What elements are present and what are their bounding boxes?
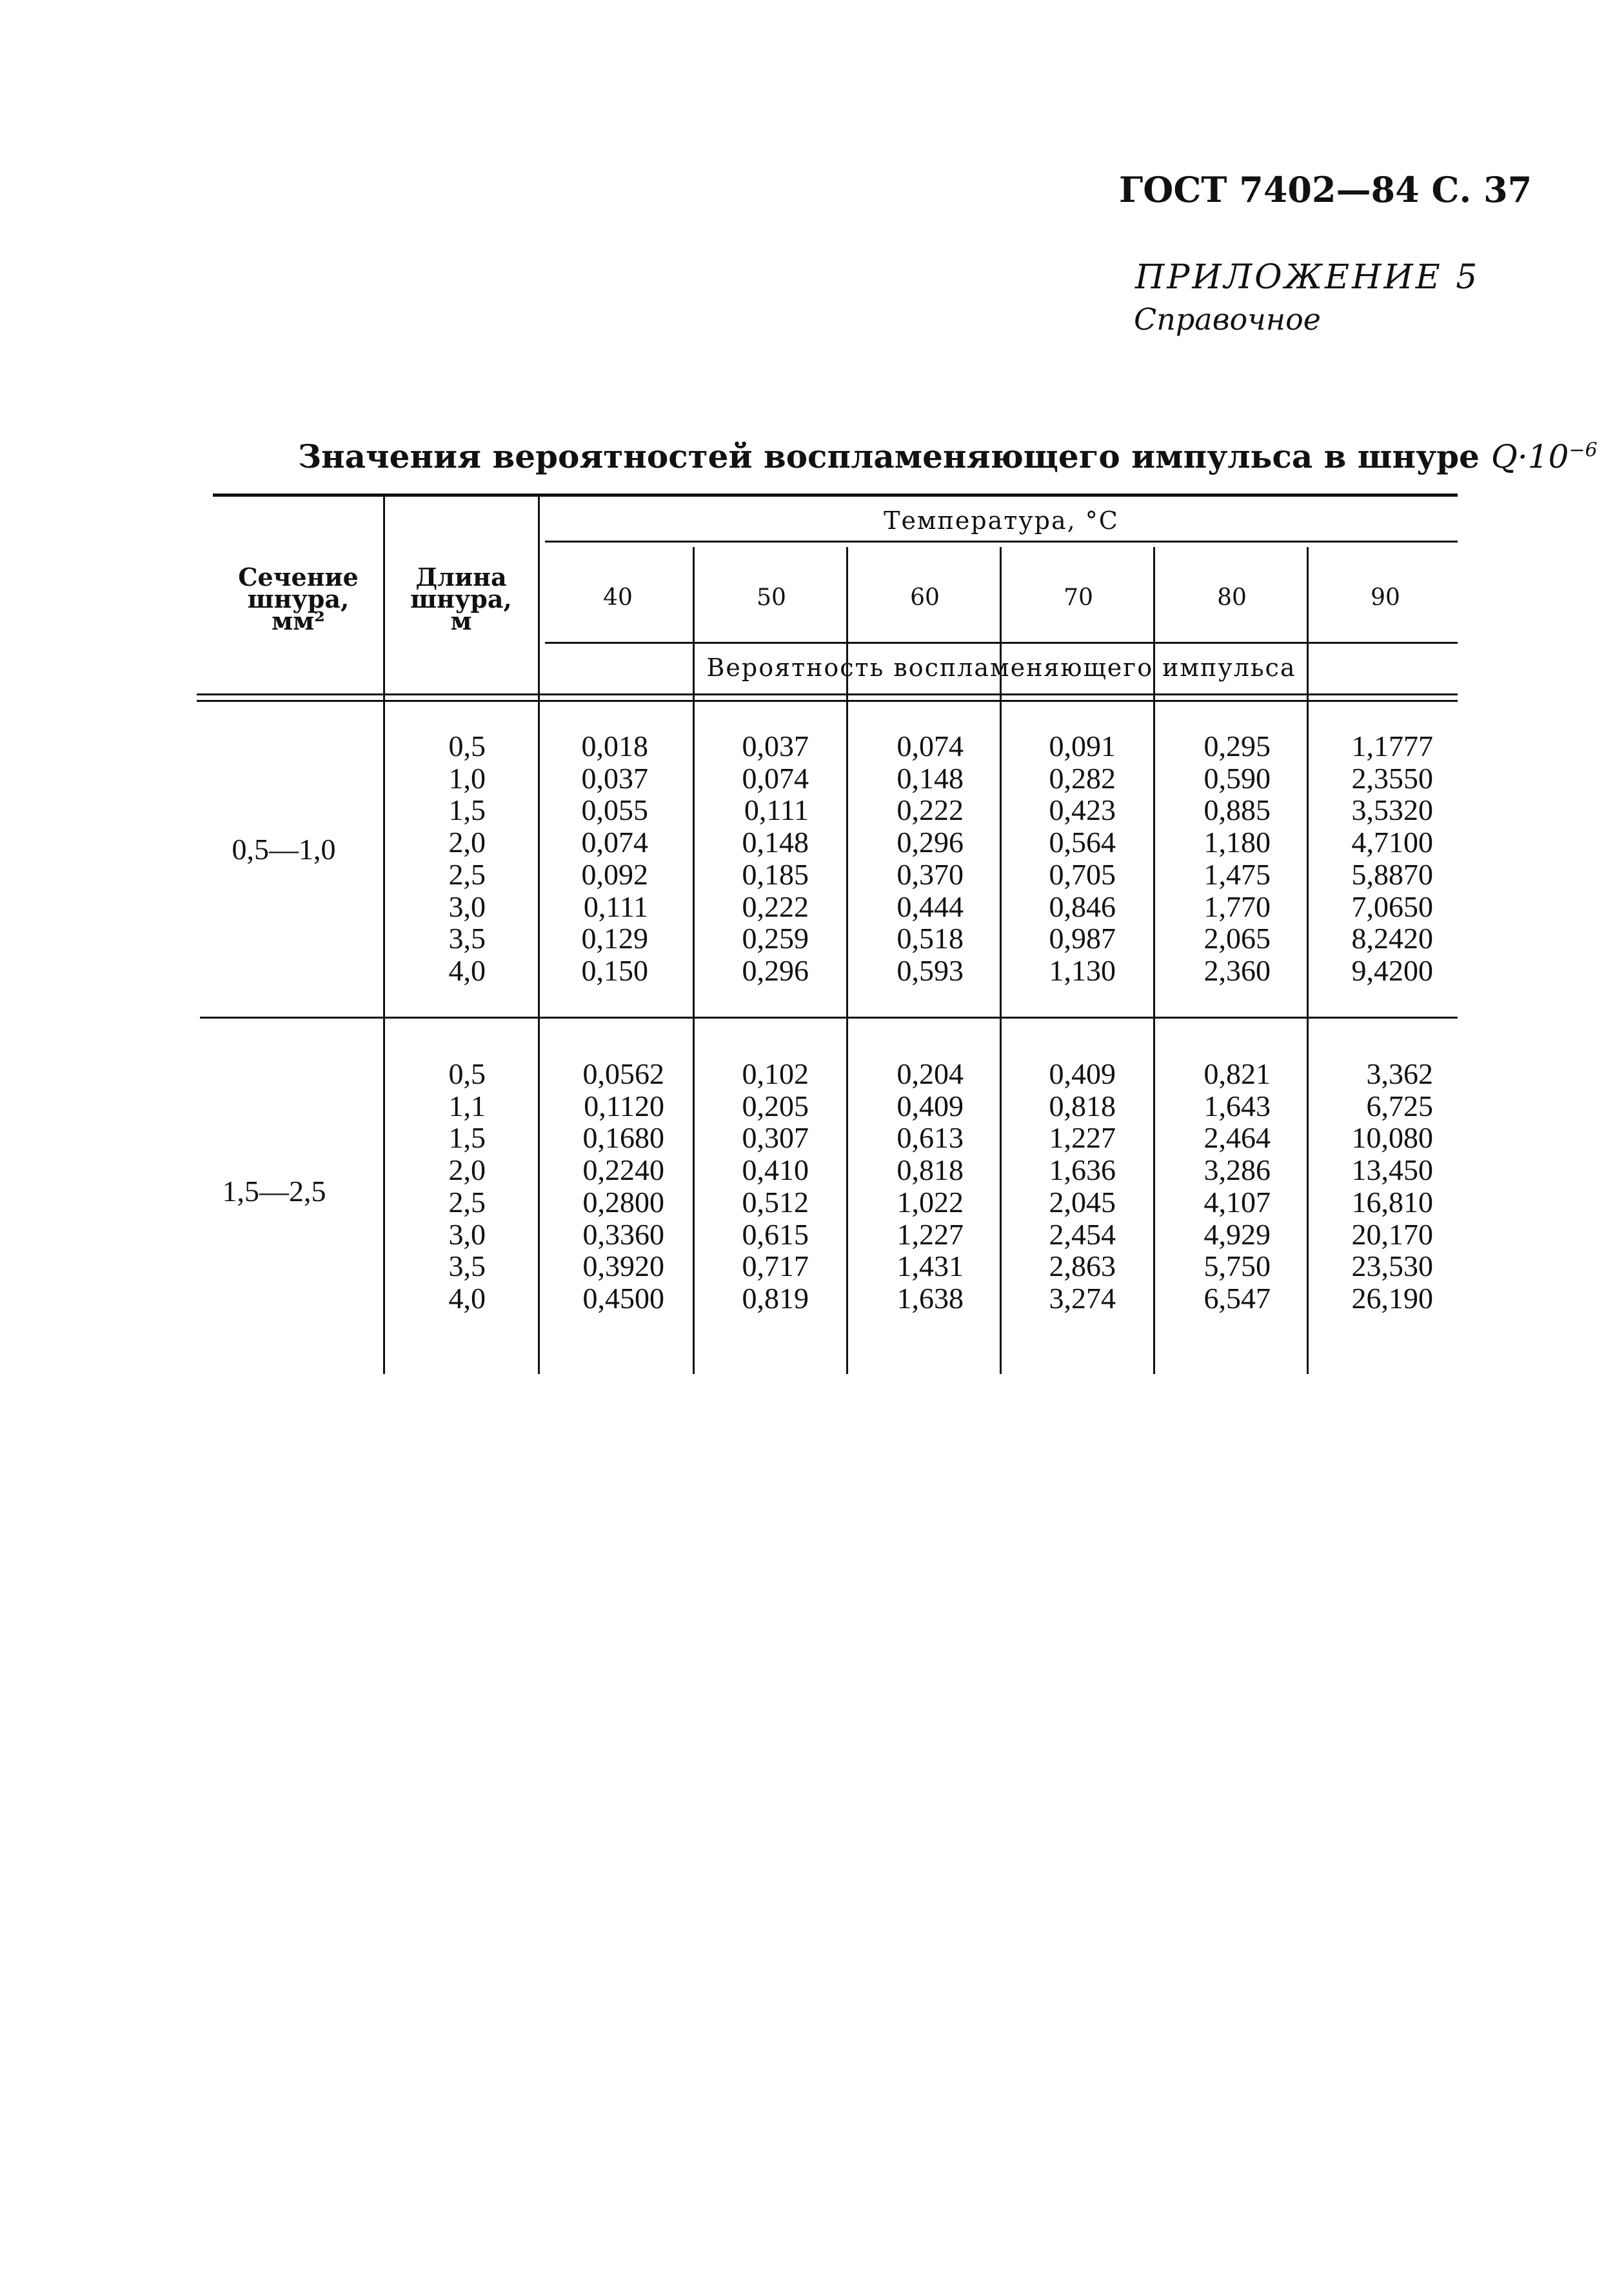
value-cell: 0,0562 xyxy=(582,1057,664,1090)
value-cell: 0,074 xyxy=(581,826,648,859)
value-cell: 23,530 xyxy=(1351,1250,1433,1283)
value-cell: 0,018 xyxy=(581,730,648,762)
value-cell: 0,593 xyxy=(896,953,964,987)
length-value: 0,5 xyxy=(448,730,486,762)
value-cell: 0,818 xyxy=(896,1153,964,1187)
value-cell: 8,2420 xyxy=(1351,922,1433,955)
vline-section xyxy=(383,497,385,1374)
value-cell: 4,107 xyxy=(1203,1185,1271,1219)
header-bottom-rule-1 xyxy=(197,693,1458,695)
caption-formula-exponent: −6 xyxy=(1569,439,1598,462)
value-cell: 0,4500 xyxy=(582,1281,664,1315)
value-cell: 0,259 xyxy=(742,922,809,955)
value-cell: 0,111 xyxy=(744,793,809,827)
value-cell: 0,885 xyxy=(1203,793,1271,827)
length-value: 3,0 xyxy=(448,1217,486,1251)
value-column-90 xyxy=(1309,1058,1433,1315)
value-cell: 0,370 xyxy=(896,857,964,891)
value-cell: 1,180 xyxy=(1203,826,1271,859)
value-column-40 xyxy=(542,730,648,987)
page-header: ГОСТ 7402—84 С. 37 xyxy=(1119,169,1532,210)
value-cell: 0,705 xyxy=(1049,857,1116,891)
value-cell: 16,810 xyxy=(1351,1185,1433,1219)
value-cell: 1,130 xyxy=(1049,953,1116,987)
table-top-rule xyxy=(213,493,1458,497)
value-cell: 2,464 xyxy=(1203,1121,1271,1155)
caption-formula-base: Q·10 xyxy=(1490,438,1569,475)
value-cell: 0,3360 xyxy=(582,1217,664,1251)
value-cell: 0,295 xyxy=(1203,730,1271,762)
value-column-50 xyxy=(695,730,809,987)
value-cell: 1,636 xyxy=(1049,1153,1116,1187)
temp-col-80: 80 xyxy=(1217,584,1247,611)
value-cell: 10,080 xyxy=(1351,1121,1433,1155)
value-cell: 2,454 xyxy=(1049,1217,1116,1251)
value-cell: 0,102 xyxy=(742,1057,809,1090)
value-cell: 0,590 xyxy=(1203,761,1271,795)
value-cell: 2,045 xyxy=(1049,1185,1116,1219)
value-cell: 1,431 xyxy=(896,1250,964,1283)
length-value: 1,5 xyxy=(448,793,486,827)
group-section-label: 1,5—2,5 xyxy=(222,1175,326,1208)
length-value: 0,5 xyxy=(448,1057,486,1090)
value-column-90 xyxy=(1309,730,1433,987)
length-value: 2,0 xyxy=(448,1153,486,1187)
value-cell: 0,150 xyxy=(581,953,648,987)
value-cell: 9,4200 xyxy=(1351,953,1433,987)
value-cell: 0,074 xyxy=(742,761,809,795)
value-cell: 5,8870 xyxy=(1351,857,1433,891)
value-cell: 0,717 xyxy=(742,1250,809,1283)
value-cell: 0,205 xyxy=(742,1089,809,1122)
value-cell: 0,222 xyxy=(742,890,809,923)
col-header-length-line2: шнура, xyxy=(410,584,512,613)
col-header-length-line1: Длина xyxy=(415,563,507,592)
length-value: 1,1 xyxy=(448,1089,486,1122)
value-cell: 20,170 xyxy=(1351,1217,1433,1251)
value-column-60 xyxy=(849,1058,964,1315)
value-cell: 0,444 xyxy=(896,890,964,923)
value-cell: 26,190 xyxy=(1351,1281,1433,1315)
value-column-40 xyxy=(542,1058,664,1315)
value-cell: 7,0650 xyxy=(1351,890,1433,923)
col-header-section-line2: шнура, xyxy=(247,584,350,613)
length-value: 3,5 xyxy=(448,1250,486,1283)
value-cell: 4,929 xyxy=(1203,1217,1271,1251)
value-cell: 6,725 xyxy=(1366,1089,1433,1122)
value-cell: 0,987 xyxy=(1049,922,1116,955)
value-cell: 0,2240 xyxy=(582,1153,664,1187)
value-cell: 0,204 xyxy=(896,1057,964,1090)
probability-header: Вероятность воспламеняющего импульса xyxy=(706,653,1296,682)
value-cell: 6,547 xyxy=(1203,1281,1271,1315)
value-cell: 1,770 xyxy=(1203,890,1271,923)
value-cell: 0,296 xyxy=(742,953,809,987)
value-cell: 0,409 xyxy=(1049,1057,1116,1090)
length-cell xyxy=(387,1058,486,1315)
length-value: 4,0 xyxy=(448,1281,486,1315)
temp-col-40: 40 xyxy=(603,584,633,611)
value-cell: 0,037 xyxy=(742,730,809,762)
value-cell: 1,638 xyxy=(896,1281,964,1315)
appendix-title: ПРИЛОЖЕНИЕ 5 xyxy=(1135,258,1480,297)
length-value: 2,5 xyxy=(448,1185,486,1219)
value-cell: 2,065 xyxy=(1203,922,1271,955)
temp-col-60: 60 xyxy=(910,584,940,611)
value-cell: 0,2800 xyxy=(582,1185,664,1219)
value-cell: 1,227 xyxy=(1049,1121,1116,1155)
value-cell: 0,296 xyxy=(896,826,964,859)
length-value: 3,0 xyxy=(448,890,486,923)
table-caption xyxy=(298,437,1598,475)
col-header-section-line3: мм² xyxy=(272,606,325,635)
value-cell: 0,3920 xyxy=(582,1250,664,1283)
vline-length xyxy=(538,497,540,1374)
appendix-subtitle: Справочное xyxy=(1134,302,1321,337)
value-cell: 0,613 xyxy=(896,1121,964,1155)
value-cell: 3,362 xyxy=(1366,1057,1433,1090)
value-cell: 0,615 xyxy=(742,1217,809,1251)
value-cell: 1,227 xyxy=(896,1217,964,1251)
temp-col-70: 70 xyxy=(1064,584,1093,611)
length-value: 2,0 xyxy=(448,826,486,859)
caption-formula xyxy=(1491,438,1598,475)
value-cell: 2,3550 xyxy=(1351,761,1433,795)
value-cell: 0,818 xyxy=(1049,1089,1116,1122)
value-cell: 0,307 xyxy=(742,1121,809,1155)
header-bottom-rule-2 xyxy=(197,700,1458,702)
temp-col-90: 90 xyxy=(1371,584,1400,611)
value-cell: 0,148 xyxy=(896,761,964,795)
temp-col-50: 50 xyxy=(757,584,786,611)
value-cell: 0,1680 xyxy=(582,1121,664,1155)
value-cell: 3,5320 xyxy=(1351,793,1433,827)
value-cell: 0,129 xyxy=(581,922,648,955)
value-cell: 0,091 xyxy=(1049,730,1116,762)
temp-header-rule xyxy=(545,541,1458,543)
value-cell: 0,821 xyxy=(1203,1057,1271,1090)
value-cell: 0,092 xyxy=(581,857,648,891)
value-column-60 xyxy=(849,730,964,987)
value-cell: 1,475 xyxy=(1203,857,1271,891)
value-column-70 xyxy=(1002,1058,1116,1315)
value-cell: 0,819 xyxy=(742,1281,809,1315)
value-cell: 0,1120 xyxy=(584,1089,664,1122)
value-cell: 0,111 xyxy=(583,890,648,923)
value-cell: 13,450 xyxy=(1351,1153,1433,1187)
value-cell: 0,148 xyxy=(742,826,809,859)
col-header-section-line1: Сечение xyxy=(238,563,359,592)
col-header-length xyxy=(387,563,535,635)
value-cell: 0,222 xyxy=(896,793,964,827)
col-header-length-line3: м xyxy=(450,606,472,635)
value-column-80 xyxy=(1156,730,1271,987)
group-separator-rule xyxy=(200,1017,1458,1019)
caption-text: Значения вероятностей воспламеняющего импульса в шнуре xyxy=(298,437,1480,475)
value-cell: 0,423 xyxy=(1049,793,1116,827)
value-column-80 xyxy=(1156,1058,1271,1315)
length-value: 3,5 xyxy=(448,922,486,955)
value-cell: 0,185 xyxy=(742,857,809,891)
value-cell: 2,360 xyxy=(1203,953,1271,987)
value-cell: 0,037 xyxy=(581,761,648,795)
length-value: 2,5 xyxy=(448,857,486,891)
value-cell: 1,643 xyxy=(1203,1089,1271,1122)
group-section-label: 0,5—1,0 xyxy=(232,833,336,866)
value-cell: 0,074 xyxy=(896,730,964,762)
value-cell: 0,410 xyxy=(742,1153,809,1187)
value-column-50 xyxy=(695,1058,809,1315)
length-value: 1,5 xyxy=(448,1121,486,1155)
value-cell: 0,512 xyxy=(742,1185,809,1219)
value-cell: 4,7100 xyxy=(1351,826,1433,859)
value-cell: 0,564 xyxy=(1049,826,1116,859)
temp-header: Температура, °С xyxy=(884,506,1119,535)
value-cell: 0,282 xyxy=(1049,761,1116,795)
value-cell: 3,286 xyxy=(1203,1153,1271,1187)
value-cell: 5,750 xyxy=(1203,1250,1271,1283)
length-cell xyxy=(387,730,486,987)
value-cell: 0,409 xyxy=(896,1089,964,1122)
value-column-70 xyxy=(1002,730,1116,987)
value-cell: 1,1777 xyxy=(1351,730,1433,762)
length-value: 1,0 xyxy=(448,761,486,795)
length-value: 4,0 xyxy=(448,953,486,987)
value-cell: 3,274 xyxy=(1049,1281,1116,1315)
value-cell: 0,055 xyxy=(581,793,648,827)
value-cell: 1,022 xyxy=(896,1185,964,1219)
col-header-section xyxy=(216,563,381,635)
value-cell: 0,518 xyxy=(896,922,964,955)
value-cell: 2,863 xyxy=(1049,1250,1116,1283)
value-cell: 0,846 xyxy=(1049,890,1116,923)
